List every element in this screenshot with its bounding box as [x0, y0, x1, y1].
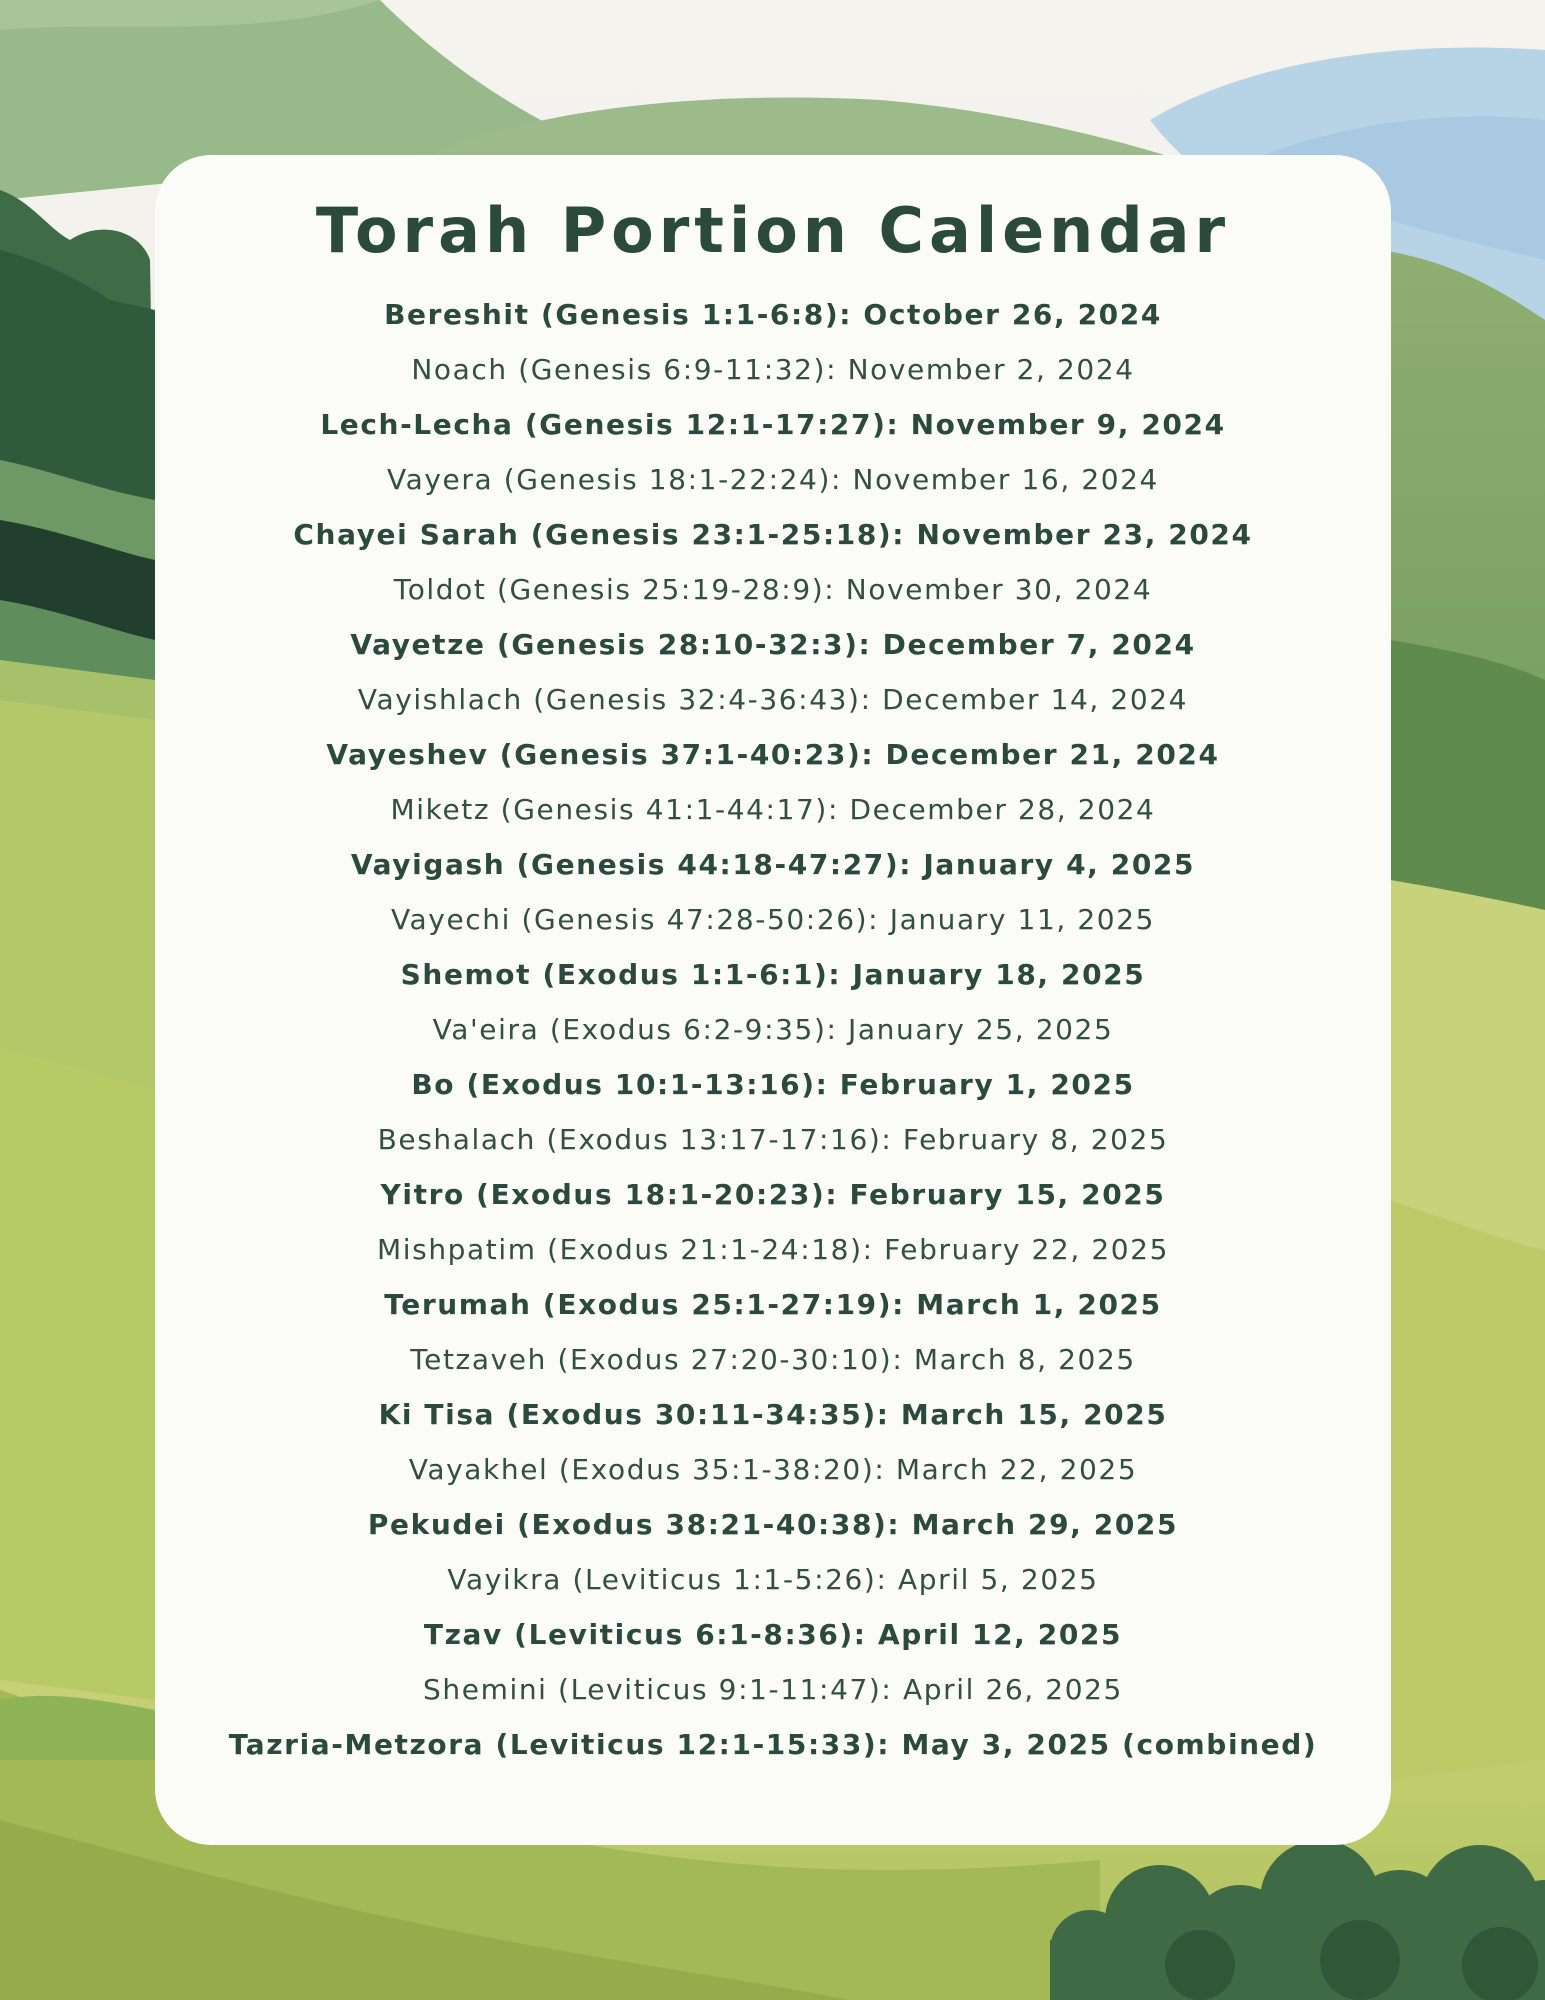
- list-item: Ki Tisa (Exodus 30:11-34:35): March 15, 2025: [378, 1398, 1168, 1431]
- list-item: Pekudei (Exodus 38:21-40:38): March 29, 2025: [367, 1508, 1179, 1541]
- list-item: Mishpatim (Exodus 21:1-24:18): February 22, 2025: [377, 1233, 1169, 1266]
- list-item: Chayei Sarah (Genesis 23:1-25:18): November 23, 2024: [293, 518, 1253, 551]
- list-item: Shemini (Leviticus 9:1-11:47): April 26, 2025: [423, 1673, 1123, 1706]
- list-item: Yitro (Exodus 18:1-20:23): February 15, 2025: [380, 1178, 1166, 1211]
- list-item: Toldot (Genesis 25:19-28:9): November 30, 2024: [393, 573, 1153, 606]
- list-item: Noach (Genesis 6:9-11:32): November 2, 2024: [411, 353, 1135, 386]
- list-item: Vayeshev (Genesis 37:1-40:23): December 21, 2024: [326, 738, 1220, 771]
- portion-list: [155, 287, 1391, 1772]
- list-item: Shemot (Exodus 1:1-6:1): January 18, 2025: [400, 958, 1146, 991]
- list-item: Vayera (Genesis 18:1-22:24): November 16, 2024: [387, 463, 1159, 496]
- list-item: Vayechi (Genesis 47:28-50:26): January 11, 2025: [390, 903, 1156, 936]
- list-item: Terumah (Exodus 25:1-27:19): March 1, 2025: [384, 1288, 1162, 1321]
- list-item: Bereshit (Genesis 1:1-6:8): October 26, 2024: [384, 298, 1162, 331]
- list-item: Tazria-Metzora (Leviticus 12:1-15:33): May 3, 2025 (combined): [228, 1728, 1318, 1761]
- list-item: Bo (Exodus 10:1-13:16): February 1, 2025: [411, 1068, 1135, 1101]
- list-item: Vayetze (Genesis 28:10-32:3): December 7, 2024: [350, 628, 1196, 661]
- list-item: Vayishlach (Genesis 32:4-36:43): December 14, 2024: [357, 683, 1189, 716]
- list-item: Vayigash (Genesis 44:18-47:27): January 4, 2025: [350, 848, 1196, 881]
- list-item: Va'eira (Exodus 6:2-9:35): January 25, 2025: [432, 1013, 1114, 1046]
- list-item: Miketz (Genesis 41:1-44:17): December 28, 2024: [390, 793, 1156, 826]
- list-item: Tzav (Leviticus 6:1-8:36): April 12, 2025: [423, 1618, 1123, 1651]
- list-item: Vayakhel (Exodus 35:1-38:20): March 22, 2025: [408, 1453, 1138, 1486]
- list-item: Lech-Lecha (Genesis 12:1-17:27): November 9, 2024: [320, 408, 1226, 441]
- page-title: Torah Portion Calendar: [315, 194, 1231, 267]
- list-item: Tetzaveh (Exodus 27:20-30:10): March 8, 2025: [410, 1343, 1136, 1376]
- calendar-card: [155, 155, 1391, 1845]
- list-item: Vayikra (Leviticus 1:1-5:26): April 5, 2025: [447, 1563, 1099, 1596]
- list-item: Beshalach (Exodus 13:17-17:16): February 8, 2025: [377, 1123, 1169, 1156]
